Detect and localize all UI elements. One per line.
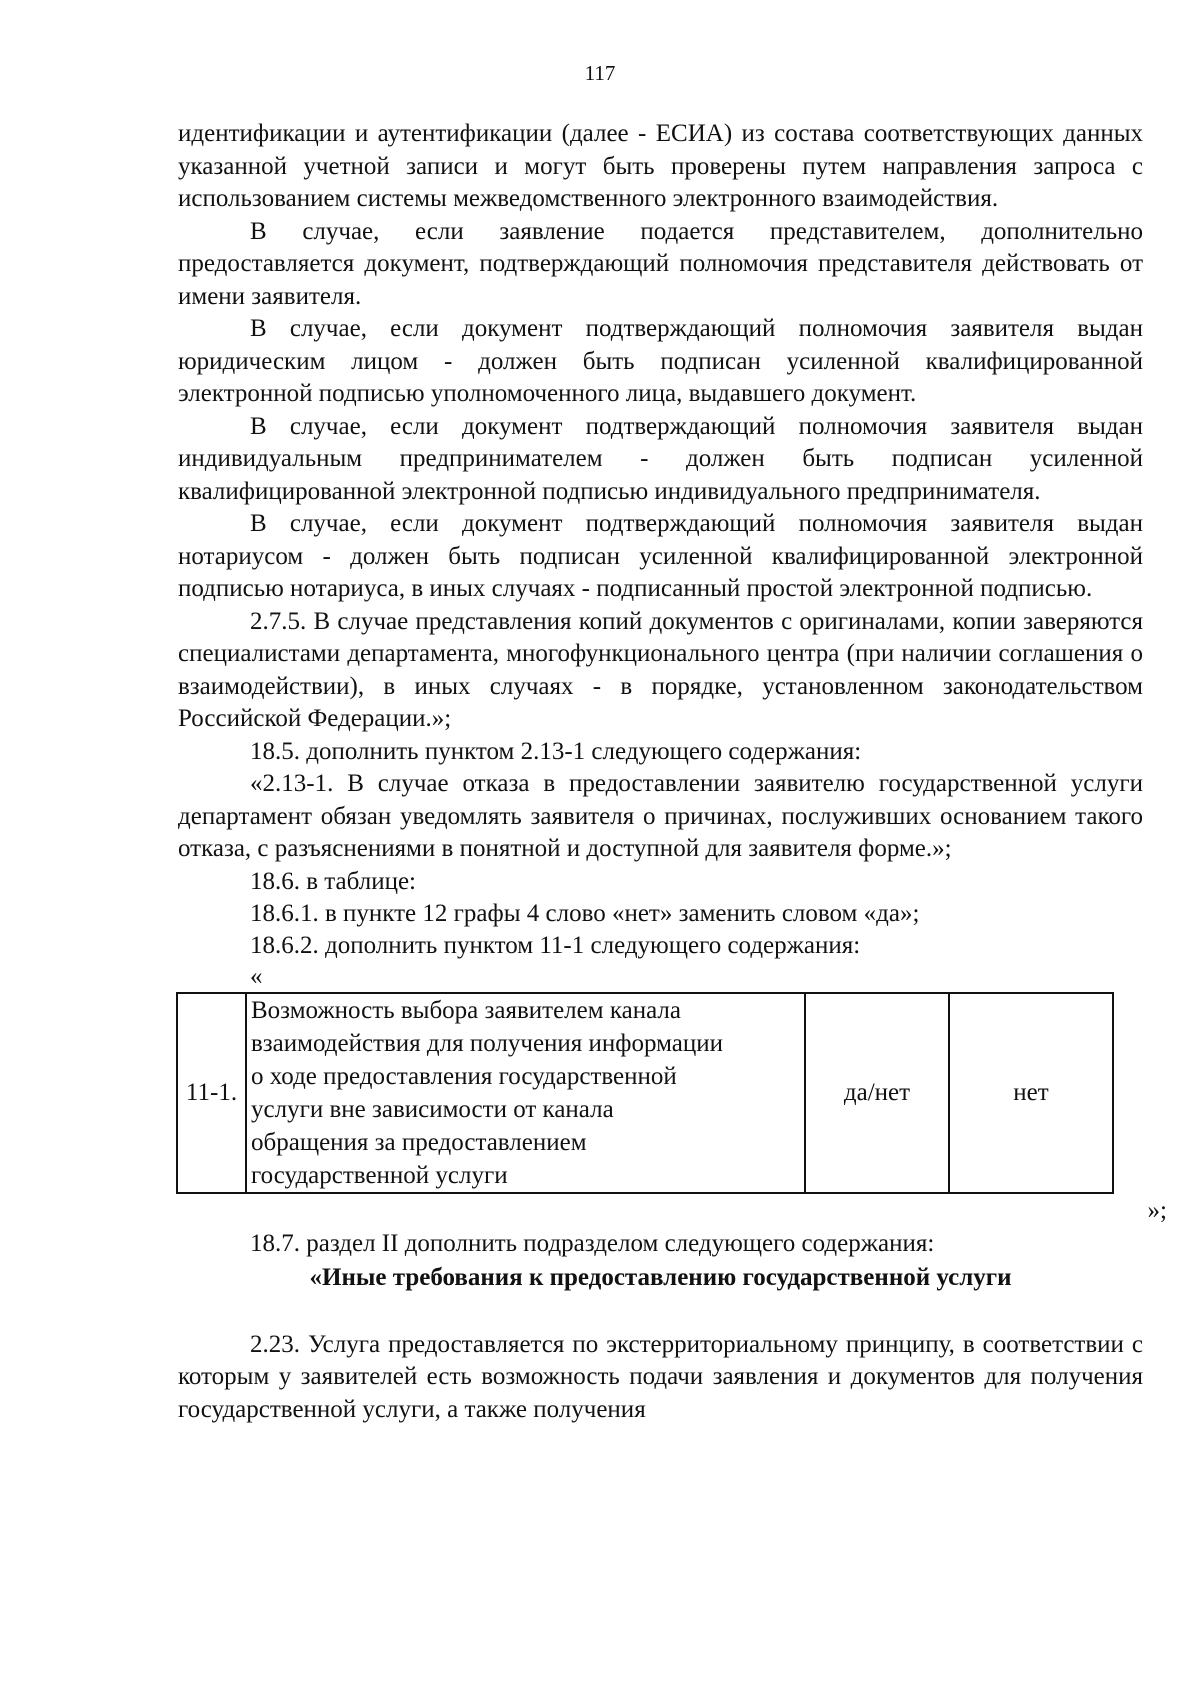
table-open-quote: «	[250, 962, 263, 990]
table-close-quote: »;	[1147, 1196, 1167, 1224]
description-line: взаимодействия для получения информации	[251, 1029, 724, 1057]
description-line: услуги вне зависимости от канала	[251, 1095, 614, 1123]
paragraph-18-7: 18.7. раздел II дополнить подразделом следующего содержания:	[250, 1229, 935, 1257]
section-title: «Иные требования к предоставлению государственной услуги	[309, 1264, 1012, 1291]
page-number: 117	[584, 61, 616, 85]
paragraph-18-6-2: 18.6.2. дополнить пунктом 11-1 следующего содержания:	[250, 931, 861, 959]
description-line: Возможность выбора заявителем канала	[251, 996, 681, 1024]
paragraph-18-6-1: 18.6.1. в пункте 12 графы 4 слово «нет» заменить словом «да»;	[250, 899, 920, 927]
paragraph-notary: В случае, если документ подтверждающий полномочия заявителя выдан нотариусом - должен быть подписан усиленной квалифицированной электронной подписью нотариуса, в иных случаях - подписанный простой электронной подписью.	[178, 510, 1143, 602]
paragraph-entrepreneur: В случае, если документ подтверждающий полномочия заявителя выдан индивидуальным предпринимателем - должен быть подписан усиленной квалифицированной электронной подписью индивидуального предпринимателя.	[178, 412, 1143, 505]
paragraph-representative: В случае, если заявление подается представителем, дополнительно предоставляется документ, подтверждающий полномочия представителя действовать от имени заявителя.	[178, 217, 1143, 310]
paragraph-2-23: 2.23. Услуга предоставляется по экстерриториальному принципу, в соответствии с которым у заявителей есть возможность подачи заявления и документов для получения государственной услуги, а также получения	[178, 1330, 1143, 1423]
table-cell-options: да/нет	[805, 993, 949, 1193]
description-line: о ходе предоставления государственной	[251, 1062, 677, 1090]
requirements-table	[176, 992, 1114, 1194]
table-cell-number: 11-1.	[177, 993, 246, 1193]
paragraph-2-7-5: 2.7.5. В случае представления копий документов с оригиналами, копии заверяются специалистами департамента, многофункционального центра (при наличии соглашения о взаимодействии), в иных случаях - в порядке, установленном законодательством Российской Федерации.»;	[178, 607, 1143, 732]
description-line: обращения за предоставлением	[251, 1128, 587, 1156]
paragraph-esia: идентификации и аутентификации (далее - ЕСИА) из состава соответствующих данных указанной учетной записи и могут быть проверены путем направления запроса с использованием системы межведомственного электронного взаимодействия.	[178, 120, 1143, 212]
table-cell-default: нет	[949, 993, 1113, 1193]
paragraph-2-13-1: «2.13-1. В случае отказа в предоставлении заявителю государственной услуги департамент обязан уведомлять заявителя о причинах, послуживших основанием такого отказа, с разъяснениями в понятной и доступной для заявителя форме.»;	[178, 770, 1143, 862]
table-row	[177, 993, 1113, 1193]
table-cell-description	[246, 993, 805, 1193]
paragraph-legal-entity: В случае, если документ подтверждающий полномочия заявителя выдан юридическим лицом - должен быть подписан усиленной квалифицированной электронной подписью уполномоченного лица, выдавшего документ.	[178, 315, 1143, 407]
paragraph-18-6: 18.6. в таблице:	[250, 867, 417, 895]
document-body	[178, 118, 1167, 1426]
description-line: государственной услуги	[251, 1161, 508, 1189]
paragraph-18-5: 18.5. дополнить пунктом 2.13-1 следующего содержания:	[250, 737, 862, 765]
